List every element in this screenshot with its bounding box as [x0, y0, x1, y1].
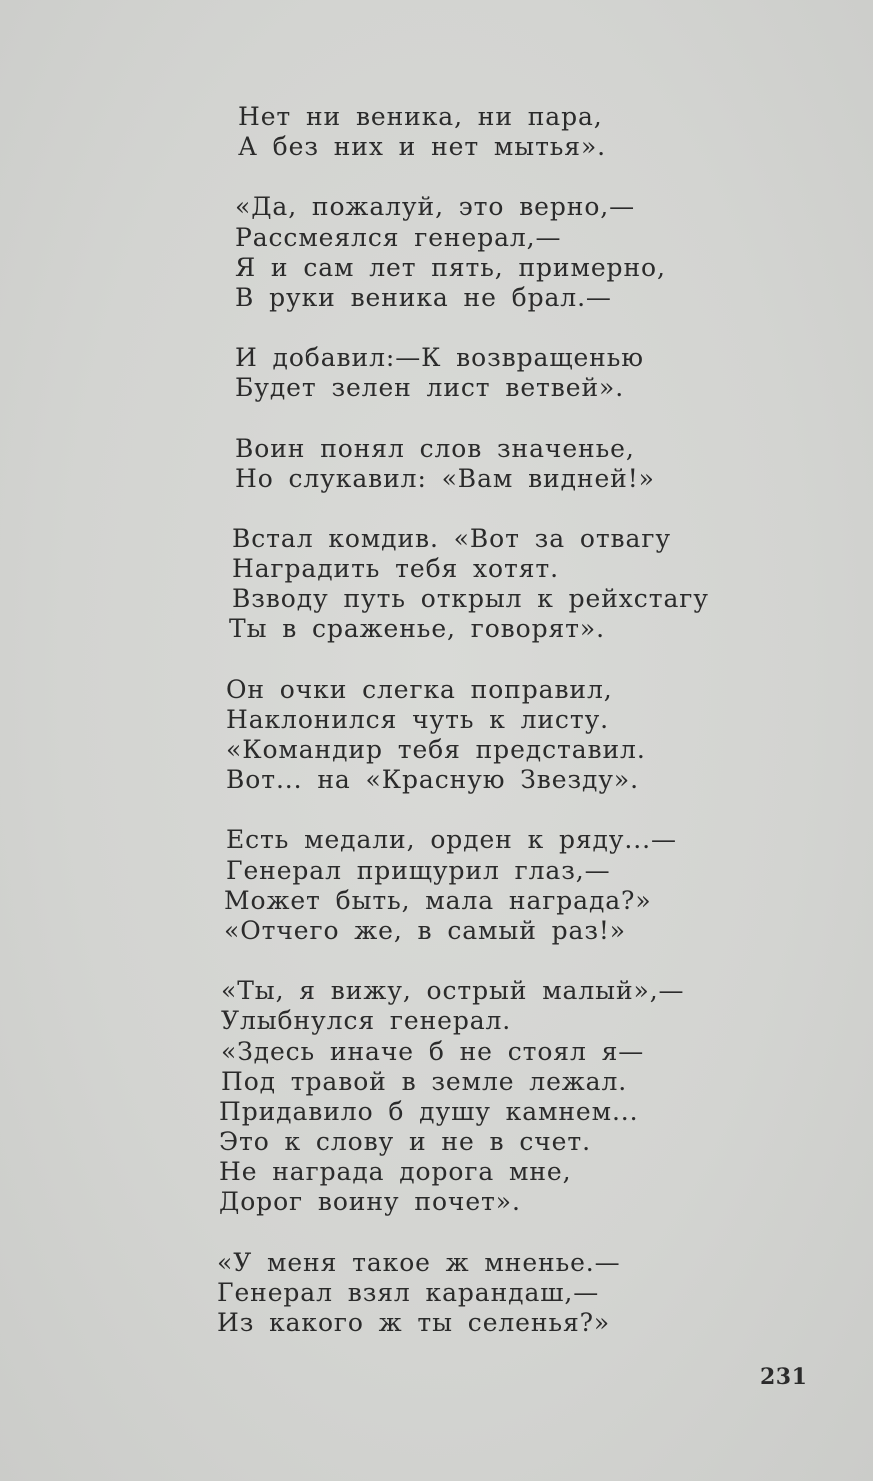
poem-line: «У меня такое ж мненье.—	[217, 1247, 621, 1277]
poem-line: Я и сам лет пять, примерно,	[235, 252, 666, 282]
poem-line: Но слукавил: «Вам видней!»	[235, 463, 655, 493]
stanza	[0, 434, 873, 494]
poem-line: «Командир тебя представил.	[226, 735, 646, 764]
poem-line: Генерал прищурил глаз,—	[226, 855, 611, 885]
poem-line: В руки веника не брал.—	[235, 282, 612, 312]
poem-line: Генерал взял карандаш,—	[217, 1277, 600, 1307]
stanza	[0, 825, 873, 946]
stanza	[0, 976, 873, 1218]
poem-line: Это к слову и не в счет.	[219, 1127, 591, 1157]
poem-line: Наградить тебя хотят.	[232, 554, 559, 584]
stanza	[0, 1248, 873, 1339]
poem-line: «Отчего же, в самый раз!»	[224, 915, 626, 945]
poem-line: Наклонился чуть к листу.	[226, 704, 610, 734]
page-number: 231	[760, 1364, 808, 1390]
poem-line: Ты в сраженье, говорят».	[229, 614, 605, 644]
poem-line: Воин понял слов значенье,	[235, 433, 635, 463]
poem-line: Встал комдив. «Вот за отвагу	[232, 523, 671, 553]
poem-line: Из какого ж ты селенья?»	[217, 1308, 611, 1337]
poem-line: «Ты, я вижу, острый малый»,—	[221, 976, 685, 1006]
stanza	[0, 524, 873, 645]
poem-line: Придавило б душу камнем...	[219, 1096, 639, 1126]
poem-line: Он очки слегка поправил,	[226, 674, 613, 704]
poem-body	[0, 102, 873, 1368]
poem-line: Не награда дорога мне,	[219, 1157, 572, 1187]
poem-line: Будет зелен лист ветвей».	[235, 373, 625, 403]
poem-line: Под травой в земле лежал.	[221, 1066, 628, 1096]
poem-line: А без них и нет мытья».	[238, 132, 607, 162]
poem-line: «Здесь иначе б не стоял я—	[221, 1036, 645, 1066]
poem-line: Вот... на «Красную Звезду».	[226, 765, 639, 795]
poem-line: И добавил:—К возвращенью	[235, 343, 644, 373]
poem-line: Дорог воину почет».	[219, 1187, 521, 1217]
poem-line: Может быть, мала награда?»	[224, 885, 652, 915]
stanza	[0, 102, 873, 162]
poem-line: Есть медали, орден к ряду...—	[226, 825, 677, 855]
poem-line: «Да, пожалуй, это верно,—	[235, 192, 636, 222]
poem-line: Взводу путь открыл к рейхстагу	[232, 584, 709, 614]
stanza	[0, 675, 873, 796]
stanza	[0, 343, 873, 403]
poem-line: Улыбнулся генерал.	[221, 1006, 512, 1036]
stanza	[0, 192, 873, 313]
poem-line: Нет ни веника, ни пара,	[238, 102, 603, 131]
poem-line: Рассмеялся генерал,—	[235, 222, 562, 252]
